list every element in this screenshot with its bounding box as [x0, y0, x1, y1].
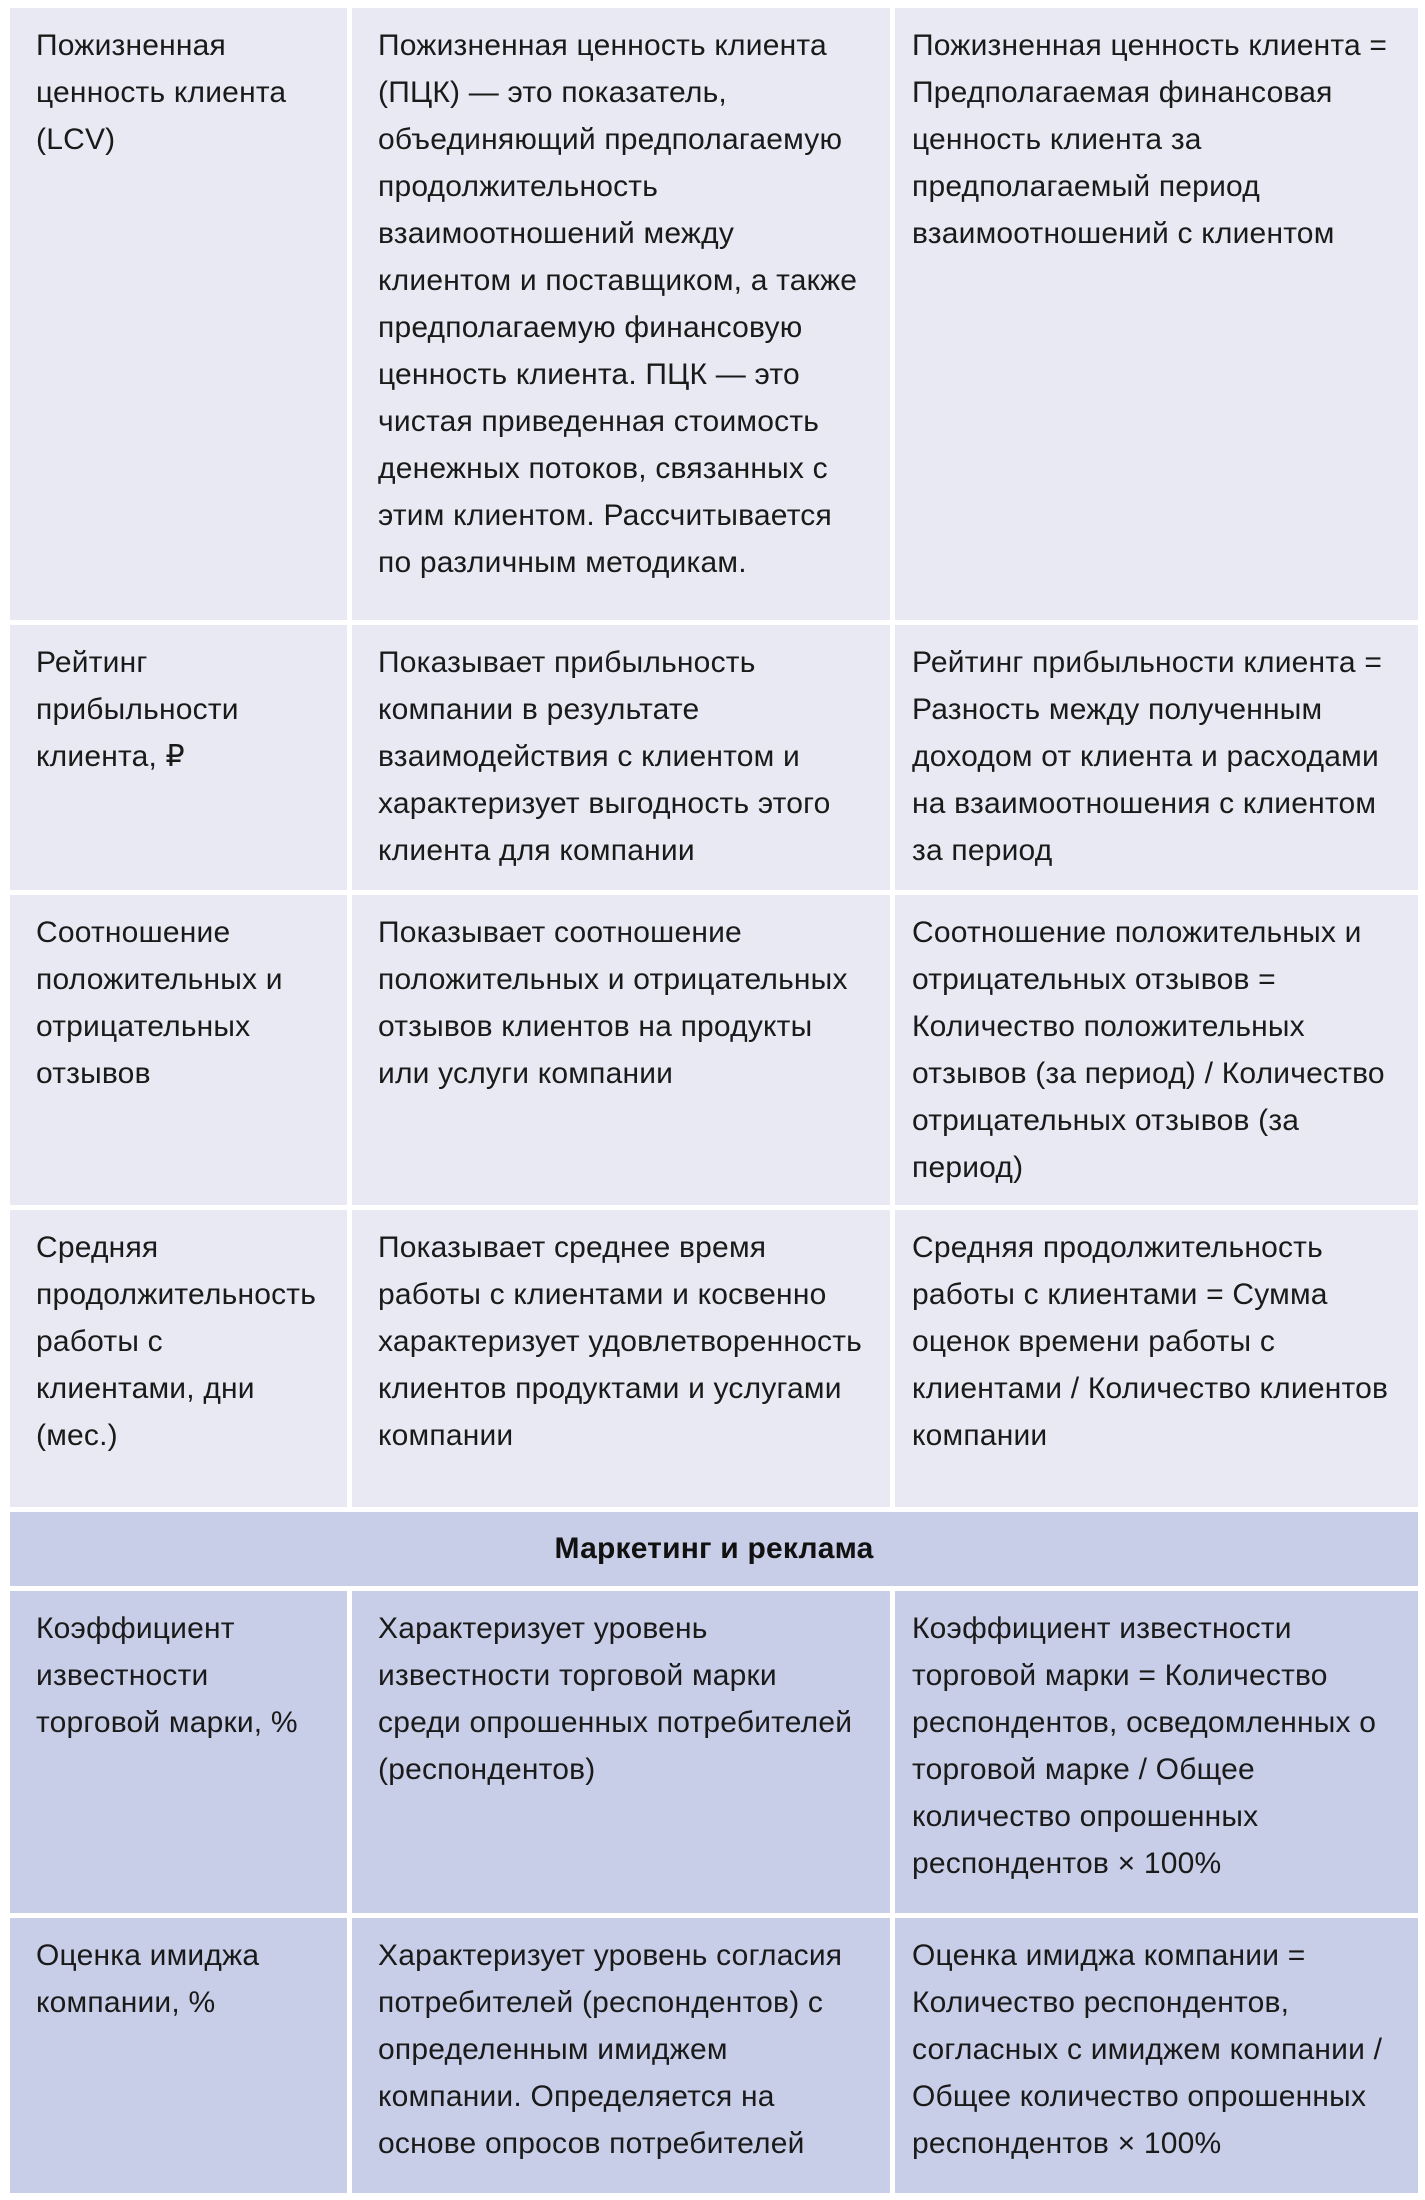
description-cell: Показывает соотношение положительных и отрицательных отзывов клиентов на продукты или услуги компании	[352, 895, 890, 1205]
metric-cell: Пожизненная ценность клиента (LCV)	[10, 8, 347, 620]
formula-cell: Коэффициент известности торговой марки = Количество респондентов, осведомленных о торговой марке / Общее количество опрошенных респондентов × 100%	[895, 1591, 1418, 1913]
table-section-header-row	[10, 1512, 1418, 1586]
description-cell: Пожизненная ценность клиента (ПЦК) — это показатель, объединяющий предполагаемую продолжительность взаимоотношений между клиентом и поставщиком, а также предполагаемую финансовую ценность клиента. ПЦК — это чистая приведенная стоимость денежных потоков, связанных с этим клиентом. Рассчитывается по различным методикам.	[352, 8, 890, 620]
metric-cell: Рейтинг прибыльности клиента, ₽	[10, 625, 347, 890]
formula-cell: Оценка имиджа компании = Количество респондентов, согласных с имиджем компании / Общее количество опрошенных респондентов × 100%	[895, 1918, 1418, 2193]
table-row-average-customer-relationship-duration	[10, 1210, 1418, 1507]
metric-cell: Коэффициент известности торговой марки, %	[10, 1591, 347, 1913]
formula-cell: Соотношение положительных и отрицательных отзывов = Количество положительных отзывов (за период) / Количество отрицательных отзывов (за период)	[895, 895, 1418, 1205]
description-cell: Характеризует уровень известности торговой марки среди опрошенных потребителей (респондентов)	[352, 1591, 890, 1913]
table-row-positive-negative-feedback-ratio	[10, 895, 1418, 1205]
formula-cell: Средняя продолжительность работы с клиентами = Сумма оценок времени работы с клиентами / Количество клиентов компании	[895, 1210, 1418, 1507]
kpi-definitions-table	[10, 8, 1418, 2193]
description-cell: Показывает среднее время работы с клиентами и косвенно характеризует удовлетворенность клиентов продуктами и услугами компании	[352, 1210, 890, 1507]
metric-cell: Соотношение положительных и отрицательных отзывов	[10, 895, 347, 1205]
formula-cell: Пожизненная ценность клиента = Предполагаемая финансовая ценность клиента за предполагаемый период взаимоотношений с клиентом	[895, 8, 1418, 620]
table-row-lifetime-customer-value	[10, 8, 1418, 620]
description-cell: Характеризует уровень согласия потребителей (респондентов) с определенным имиджем компании. Определяется на основе опросов потребителей	[352, 1918, 890, 2193]
table-row-company-image-score	[10, 1918, 1418, 2193]
metric-cell: Средняя продолжительность работы с клиентами, дни (мес.)	[10, 1210, 347, 1507]
table-row-customer-profitability-rating	[10, 625, 1418, 890]
table-row-brand-awareness-ratio	[10, 1591, 1418, 1913]
description-cell: Показывает прибыльность компании в результате взаимодействия с клиентом и характеризует выгодность этого клиента для компании	[352, 625, 890, 890]
formula-cell: Рейтинг прибыльности клиента = Разность между полученным доходом от клиента и расходами на взаимоотношения с клиентом за период	[895, 625, 1418, 890]
section-header-marketing: Маркетинг и реклама	[10, 1512, 1418, 1586]
metric-cell: Оценка имиджа компании, %	[10, 1918, 347, 2193]
